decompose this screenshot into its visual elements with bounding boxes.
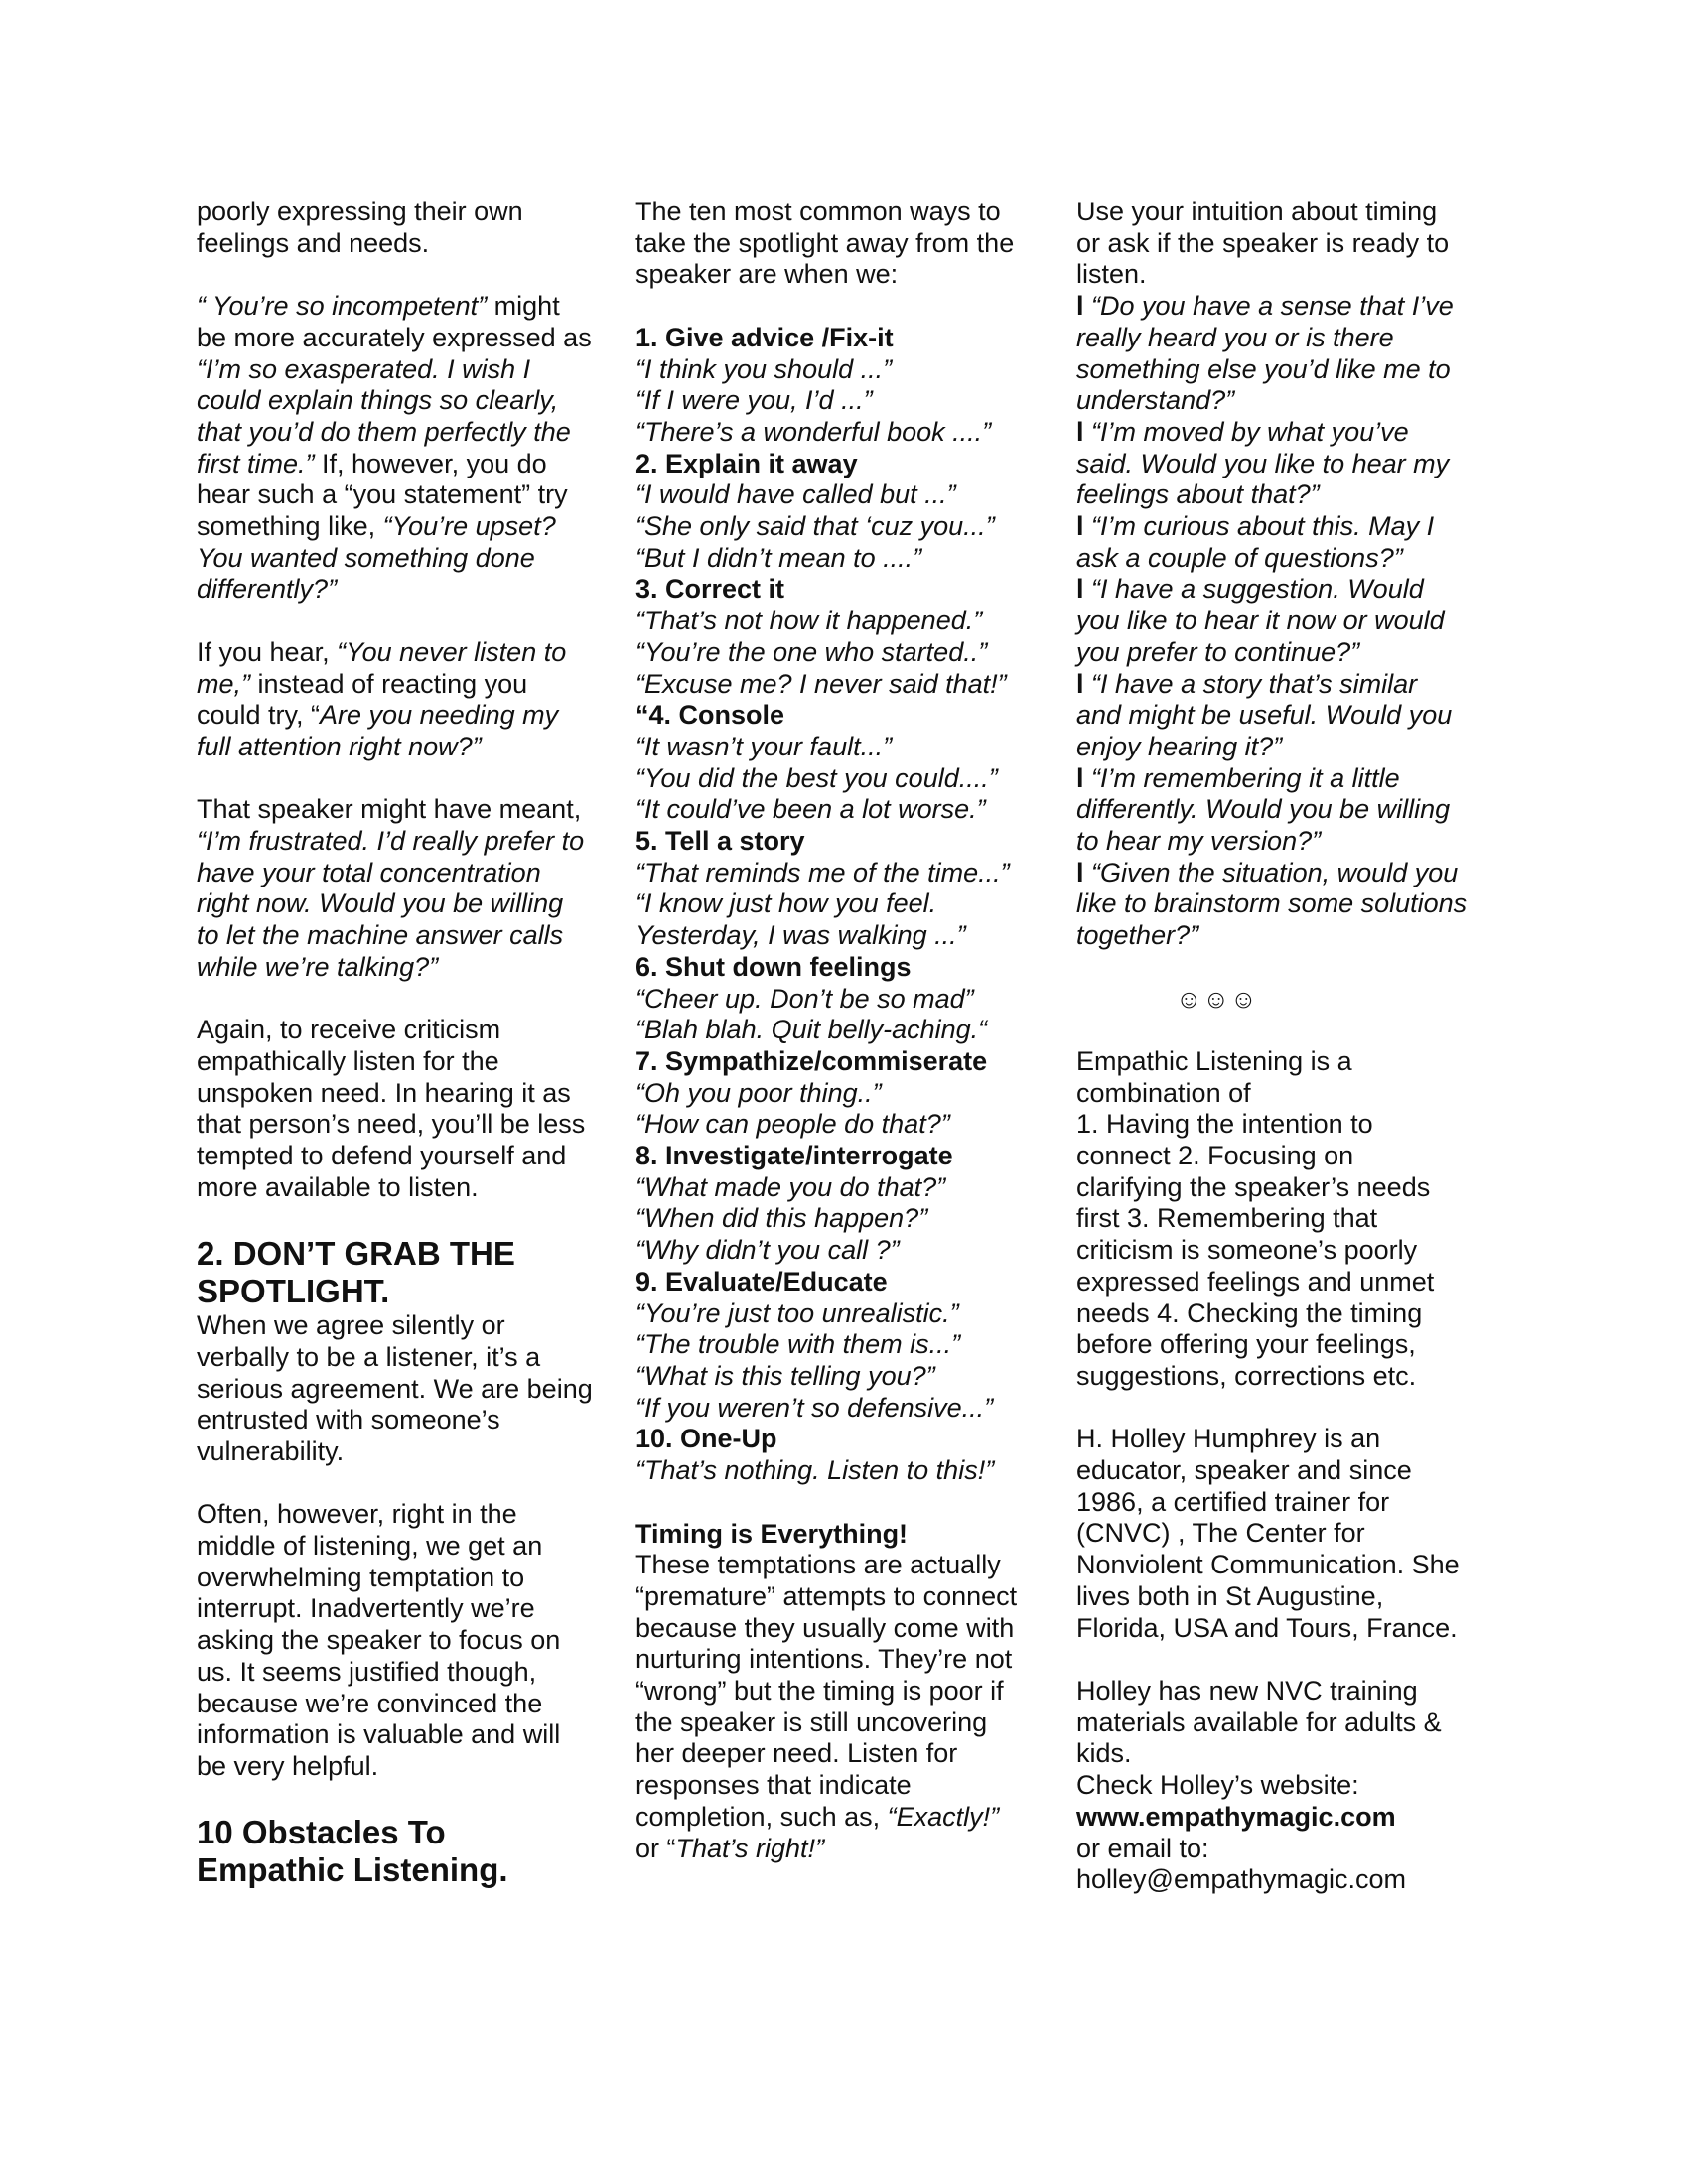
text-line — [635, 1834, 1053, 1865]
timing-questions-list — [1076, 291, 1503, 952]
text-line — [635, 1707, 1053, 1739]
text-line: Again, to receive criticism — [197, 1015, 501, 1045]
italic-segment: could explain things so clearly, — [197, 385, 559, 416]
question-line — [1076, 479, 1503, 511]
obstacle-item — [635, 323, 1053, 449]
obstacle-title: 1. Give advice /Fix-it — [635, 322, 894, 352]
text-line — [635, 1738, 1053, 1770]
text-line: (CNVC) , The Center for — [1076, 1518, 1365, 1549]
obstacle-title: 7. Sympathize/commiserate — [635, 1045, 988, 1076]
text-segment: If you hear, — [197, 636, 338, 667]
paragraph-frustrated — [197, 794, 614, 983]
obstacle-example-quote: “She only said that ‘cuz you...” — [635, 511, 995, 542]
question-text: you prefer to continue?” — [1076, 636, 1360, 667]
obstacle-example-quote: “But I didn’t mean to ....” — [635, 542, 922, 573]
obstacle-title: 3. Correct it — [635, 574, 785, 605]
text-segment: instead of reacting you — [250, 668, 528, 699]
question-line — [1076, 826, 1503, 858]
obstacle-item — [635, 1267, 1053, 1425]
text-line: vulnerability. — [197, 1435, 345, 1466]
text-line: Nonviolent Communication. She — [1076, 1550, 1460, 1580]
text-line: Holley has new NVC training — [1076, 1675, 1418, 1706]
paragraph-temptation — [197, 1499, 614, 1782]
text-line — [197, 291, 614, 323]
text-line: or ask if the speaker is ready to — [1076, 227, 1450, 258]
text-line — [635, 1770, 1053, 1802]
obstacle-example-quote: “I know just how you feel. — [635, 888, 937, 919]
obstacle-example-quote: “How can people do that?” — [635, 1109, 950, 1140]
italic-segment: differently?” — [197, 574, 338, 605]
question-line — [1076, 511, 1503, 543]
text-line: poorly expressing their own — [197, 197, 523, 226]
text-line — [635, 1802, 1053, 1834]
text-line — [197, 952, 614, 984]
obstacle-title: 6. Shut down feelings — [635, 951, 912, 982]
question-line — [1076, 858, 1503, 889]
paragraph-timing — [635, 1550, 1053, 1864]
obstacle-example-quote: “That’s not how it happened.” — [635, 606, 983, 636]
question-text: “I’m curious about this. May I — [1091, 511, 1435, 542]
website-link[interactable]: www.empathymagic.com — [1076, 1801, 1396, 1832]
obstacle-example-quote: “I think you should ...” — [635, 353, 893, 384]
question-line — [1076, 606, 1503, 637]
question-text: “I’m moved by what you’ve — [1091, 416, 1409, 447]
text-line: listen. — [1076, 259, 1147, 290]
obstacle-example-quote: “If I were you, I’d ...” — [635, 385, 873, 416]
text-line — [197, 826, 614, 858]
obstacle-example-quote: “You did the best you could....” — [635, 762, 998, 793]
text-line: before offering your feelings, — [1076, 1329, 1416, 1360]
obstacle-example-quote: “That reminds me of the time...” — [635, 857, 1010, 887]
text-line: tempted to defend yourself and — [197, 1141, 567, 1171]
question-line — [1076, 888, 1503, 920]
text-line — [635, 1581, 1053, 1613]
obstacle-example-quote: “When did this happen?” — [635, 1203, 928, 1234]
text-line — [197, 920, 614, 952]
obstacle-item — [635, 1424, 1053, 1486]
text-segment: completion, such as, — [635, 1801, 888, 1832]
text-line — [197, 417, 614, 449]
timing-heading: Timing is Everything! — [635, 1518, 909, 1549]
text-segment: hear such a “you statement” try — [197, 479, 568, 510]
obstacle-example-quote: “If you weren’t so defensive...” — [635, 1392, 994, 1423]
obstacle-example-quote: “It could’ve been a lot worse.” — [635, 794, 986, 825]
question-item — [1076, 511, 1503, 574]
text-line — [197, 449, 614, 480]
text-line: interrupt. Inadvertently we’re — [197, 1593, 535, 1624]
text-segment: because they usually come with — [635, 1612, 1015, 1643]
bullet-icon: l — [1076, 574, 1084, 605]
obstacle-title: 8. Investigate/interrogate — [635, 1141, 953, 1171]
paragraph-incompetent — [197, 291, 614, 606]
text-line: because we’re convinced the — [197, 1688, 543, 1718]
italic-segment: right now. Would you be willing — [197, 888, 564, 919]
text-line: asking the speaker to focus on — [197, 1625, 561, 1656]
text-line: educator, speaker and since — [1076, 1455, 1412, 1486]
question-line — [1076, 920, 1503, 952]
question-text: differently. Would you be willing — [1076, 794, 1451, 825]
question-text: “I have a suggestion. Would — [1091, 574, 1424, 605]
italic-segment: “I’m so exasperated. I wish I — [197, 353, 531, 384]
question-text: said. Would you like to hear my — [1076, 448, 1450, 478]
question-line — [1076, 669, 1503, 701]
bullet-icon: l — [1076, 291, 1084, 322]
question-line — [1076, 574, 1503, 606]
obstacle-item — [635, 826, 1053, 952]
text-line: expressed feelings and unmet — [1076, 1266, 1435, 1297]
bullet-icon: l — [1076, 857, 1084, 887]
question-text: “Do you have a sense that I’ve — [1091, 291, 1454, 322]
text-line: When we agree silently or — [197, 1310, 505, 1341]
question-line — [1076, 637, 1503, 669]
question-item — [1076, 291, 1503, 417]
text-line: middle of listening, we get an — [197, 1531, 543, 1562]
obstacle-item — [635, 1141, 1053, 1267]
obstacle-example-quote: “The trouble with them is...” — [635, 1329, 961, 1360]
column-middle — [635, 197, 1053, 1864]
text-line: lives both in St Augustine, — [1076, 1580, 1384, 1611]
question-item — [1076, 858, 1503, 952]
text-segment: something like, — [197, 511, 383, 542]
text-line: information is valuable and will — [197, 1719, 561, 1750]
text-line: speaker are when we: — [635, 259, 899, 290]
obstacle-example-quote: “It wasn’t your fault...” — [635, 731, 893, 761]
italic-segment: Are you needing my — [320, 700, 559, 731]
text-line: 1986, a certified trainer for — [1076, 1486, 1390, 1517]
question-line — [1076, 700, 1503, 732]
text-line: more available to listen. — [197, 1171, 479, 1202]
text-line: kids. — [1076, 1738, 1132, 1769]
email-link[interactable]: holley@empathymagic.com — [1076, 1864, 1407, 1895]
obstacle-example-quote: “You’re the one who started..” — [635, 636, 988, 667]
obstacle-example-quote: “Blah blah. Quit belly-aching.“ — [635, 1015, 988, 1045]
question-item — [1076, 669, 1503, 763]
text-line: unspoken need. In hearing it as — [197, 1077, 571, 1108]
question-text: something else you’d like me to — [1076, 353, 1451, 384]
text-segment: the speaker is still uncovering — [635, 1706, 988, 1737]
text-segment: “premature” attempts to connect — [635, 1580, 1018, 1611]
text-segment: might — [487, 291, 560, 322]
question-text: together?” — [1076, 920, 1199, 951]
text-line: criticism is someone’s poorly — [1076, 1235, 1418, 1266]
obstacle-example-quote: “What is this telling you?” — [635, 1361, 935, 1391]
question-line — [1076, 449, 1503, 480]
heading-line: 10 Obstacles To — [197, 1814, 446, 1851]
question-text: feelings about that?” — [1076, 479, 1320, 510]
question-line — [1076, 732, 1503, 763]
question-item — [1076, 574, 1503, 668]
heading-line: 2. DON’T GRAB THE — [197, 1235, 515, 1273]
column-right — [1076, 197, 1503, 1896]
bullet-icon: l — [1076, 416, 1084, 447]
text-line: Florida, USA and Tours, France. — [1076, 1612, 1458, 1643]
text-line: needs 4. Checking the timing — [1076, 1297, 1423, 1328]
italic-segment: first time.” — [197, 448, 315, 478]
paragraph-materials — [1076, 1676, 1503, 1896]
bullet-icon: l — [1076, 668, 1084, 699]
text-line — [635, 1550, 1053, 1581]
text-line: Check Holley’s website: — [1076, 1770, 1359, 1801]
text-line: empathically listen for the — [197, 1045, 499, 1076]
text-segment: nurturing intentions. They’re not — [635, 1644, 1013, 1675]
bullet-icon: l — [1076, 762, 1084, 793]
question-line — [1076, 385, 1503, 417]
text-line — [197, 354, 614, 386]
text-line: take the spotlight away from the — [635, 227, 1015, 258]
question-text: and might be useful. Would you — [1076, 700, 1453, 731]
question-text: “Given the situation, would you — [1091, 857, 1459, 887]
text-line — [197, 794, 614, 826]
text-line — [197, 637, 614, 669]
question-line — [1076, 543, 1503, 575]
heading-dont-grab-spotlight — [197, 1235, 614, 1310]
obstacle-item — [635, 952, 1053, 1046]
question-text: “I’m remembering it a little — [1091, 762, 1400, 793]
text-line: The ten most common ways to — [635, 197, 1001, 226]
question-text: enjoy hearing it?” — [1076, 731, 1283, 761]
smiley-faces: ☺☺☺ — [1176, 983, 1258, 1014]
obstacle-example-quote: Yesterday, I was walking ...” — [635, 920, 966, 951]
italic-segment: “You never listen to — [337, 636, 567, 667]
italic-segment: That’s right!” — [675, 1833, 825, 1863]
text-line — [197, 669, 614, 701]
text-segment: That speaker might have meant, — [197, 794, 582, 825]
text-line — [197, 700, 614, 732]
text-line: Often, however, right in the — [197, 1499, 517, 1530]
text-segment: These temptations are actually — [635, 1550, 1001, 1580]
text-line — [197, 732, 614, 763]
obstacle-example-quote: “Cheer up. Don’t be so mad” — [635, 983, 974, 1014]
question-text: understand?” — [1076, 385, 1235, 416]
text-line: clarifying the speaker’s needs — [1076, 1171, 1431, 1202]
paragraph-receive-criticism — [197, 1015, 614, 1203]
paragraph-author-bio — [1076, 1424, 1503, 1644]
text-line: materials available for adults & — [1076, 1706, 1442, 1737]
paragraph-feelings-needs — [197, 197, 614, 259]
italic-segment: have your total concentration — [197, 857, 541, 887]
text-line: first 3. Remembering that — [1076, 1203, 1378, 1234]
question-line — [1076, 417, 1503, 449]
email-label: or email to: — [1076, 1833, 1209, 1863]
text-line: feelings and needs. — [197, 227, 430, 258]
obstacle-title: “4. Console — [635, 700, 785, 731]
text-line: be very helpful. — [197, 1750, 379, 1781]
text-line: H. Holley Humphrey is an — [1076, 1424, 1381, 1454]
text-line — [197, 888, 614, 920]
text-line: connect 2. Focusing on — [1076, 1141, 1354, 1171]
question-text: you like to hear it now or would — [1076, 606, 1445, 636]
heading-10-obstacles — [197, 1814, 614, 1889]
italic-segment: while we’re talking?” — [197, 951, 439, 982]
italic-segment: to let the machine answer calls — [197, 920, 564, 951]
obstacle-example-quote: “Oh you poor thing..” — [635, 1077, 882, 1108]
obstacle-example-quote: “What made you do that?” — [635, 1171, 946, 1202]
text-line — [635, 1613, 1053, 1645]
question-line — [1076, 794, 1503, 826]
obstacle-title: 5. Tell a story — [635, 826, 805, 857]
text-line: overwhelming temptation to — [197, 1562, 525, 1592]
text-segment: If, however, you do — [314, 448, 547, 478]
obstacle-example-quote: “That’s nothing. Listen to this!” — [635, 1455, 995, 1486]
text-line: entrusted with someone’s — [197, 1405, 500, 1435]
text-segment: be more accurately expressed as — [197, 322, 592, 352]
italic-segment: that you’d do them perfectly the — [197, 416, 571, 447]
obstacle-item — [635, 700, 1053, 826]
text-segment: “wrong” but the timing is poor if — [635, 1676, 1004, 1706]
text-line: combination of — [1076, 1077, 1251, 1108]
paragraph-intuition — [1076, 197, 1503, 291]
italic-segment: me,” — [197, 668, 250, 699]
text-line — [635, 1644, 1053, 1676]
obstacle-example-quote: “Why didn’t you call ?” — [635, 1235, 900, 1266]
obstacle-example-quote: “You’re just too unrealistic.” — [635, 1297, 959, 1328]
text-segment: could try, “ — [197, 700, 321, 731]
column-left — [197, 197, 614, 1889]
text-line: suggestions, corrections etc. — [1076, 1360, 1417, 1391]
obstacle-title: 10. One-Up — [635, 1424, 777, 1454]
question-line — [1076, 323, 1503, 354]
question-text: really heard you or is there — [1076, 322, 1394, 352]
paragraph-summary — [1076, 1046, 1503, 1393]
text-line — [197, 543, 614, 575]
text-segment: her deeper need. Listen for — [635, 1738, 958, 1769]
text-line — [197, 858, 614, 889]
paragraph-ten-ways — [635, 197, 1053, 291]
obstacle-example-quote: “I would have called but ...” — [635, 479, 956, 510]
question-text: like to brainstorm some solutions — [1076, 888, 1468, 919]
text-line — [197, 574, 614, 606]
obstacle-title: 2. Explain it away — [635, 448, 858, 478]
obstacle-item — [635, 574, 1053, 700]
text-line: serious agreement. We are being — [197, 1373, 593, 1404]
obstacle-example-quote: “Excuse me? I never said that!” — [635, 668, 1007, 699]
italic-segment: “Exactly!” — [887, 1801, 1000, 1832]
text-line: that person’s need, you’ll be less — [197, 1109, 586, 1140]
text-line — [197, 385, 614, 417]
italic-segment: “I’m frustrated. I’d really prefer to — [197, 826, 585, 857]
italic-segment: “ You’re so incompetent” — [197, 291, 488, 322]
question-item — [1076, 417, 1503, 511]
question-text: ask a couple of questions?” — [1076, 542, 1403, 573]
question-text: “I have a story that’s similar — [1091, 668, 1418, 699]
text-segment: or “ — [635, 1833, 676, 1863]
obstacle-item — [635, 1046, 1053, 1141]
text-line: Use your intuition about timing — [1076, 197, 1438, 226]
heading-line: SPOTLIGHT. — [197, 1273, 390, 1310]
obstacle-item — [635, 449, 1053, 575]
italic-segment: You wanted something done — [197, 542, 535, 573]
text-segment: responses that indicate — [635, 1770, 912, 1801]
italic-segment: “You’re upset? — [382, 511, 556, 542]
text-line — [197, 323, 614, 354]
question-line — [1076, 291, 1503, 323]
heading-line: Empathic Listening. — [197, 1851, 508, 1889]
text-line: us. It seems justified though, — [197, 1656, 537, 1687]
text-line: 1. Having the intention to — [1076, 1109, 1373, 1140]
question-text: to hear my version?” — [1076, 826, 1322, 857]
paragraph-serious-agreement — [197, 1310, 614, 1468]
obstacle-example-quote: “There’s a wonderful book ....” — [635, 416, 992, 447]
paragraph-never-listen — [197, 637, 614, 763]
question-line — [1076, 763, 1503, 795]
question-item — [1076, 763, 1503, 858]
text-line: verbally to be a listener, it’s a — [197, 1341, 541, 1372]
italic-segment: full attention right now?” — [197, 731, 482, 761]
text-line — [635, 1676, 1053, 1707]
text-line: Empathic Listening is a — [1076, 1045, 1352, 1076]
question-line — [1076, 354, 1503, 386]
text-line — [197, 479, 614, 511]
obstacles-list — [635, 323, 1053, 1487]
text-line — [197, 511, 614, 543]
obstacle-title: 9. Evaluate/Educate — [635, 1266, 888, 1297]
bullet-icon: l — [1076, 511, 1084, 542]
